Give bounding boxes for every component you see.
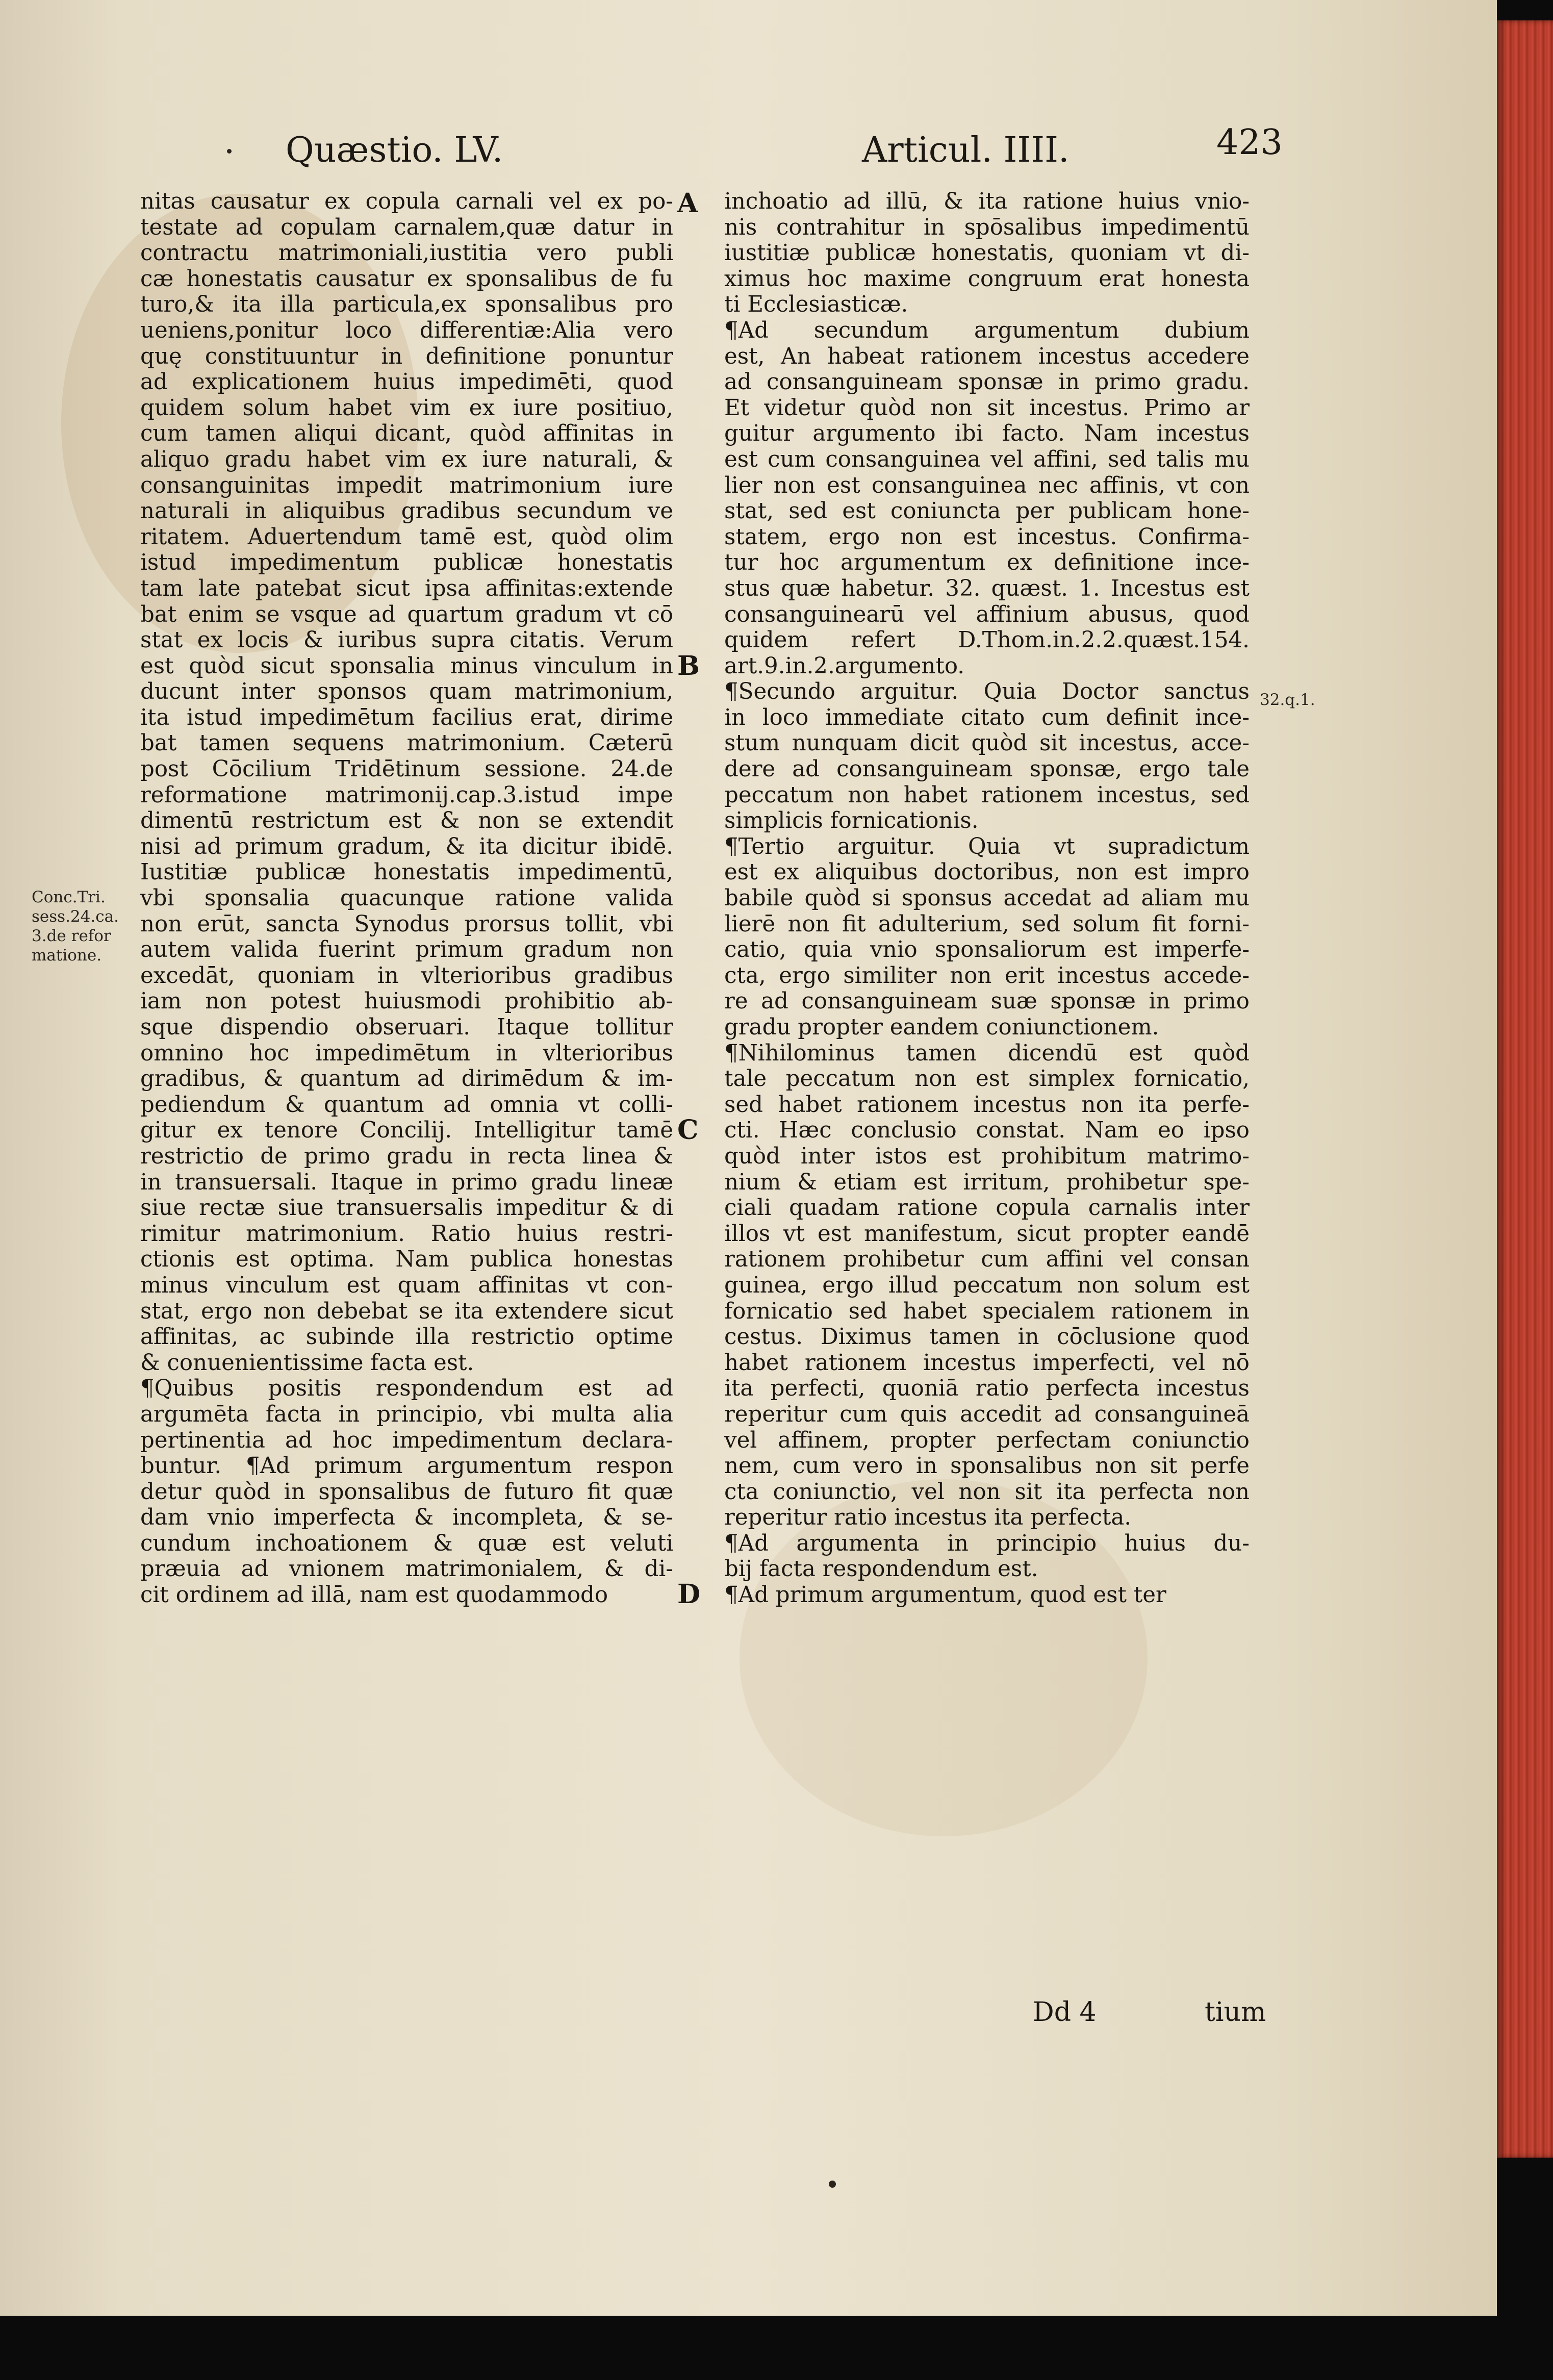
- text-line: præuia ad vnionem matrimonialem, & di-: [140, 1556, 673, 1582]
- margin-note-left: [32, 888, 119, 965]
- text-line: ¶Nihilominus tamen dicendū est quòd: [724, 1040, 1250, 1066]
- folio-number: 423: [1216, 122, 1283, 163]
- text-line: excedāt, quoniam in vlterioribus gradibus: [140, 963, 673, 989]
- text-line: cæ honestatis causatur ex sponsalibus de fu: [140, 266, 673, 292]
- text-line: est cum consanguinea vel affini, sed talis mu: [724, 446, 1250, 472]
- text-line: quidem solum habet vim ex iure positiuo,: [140, 395, 673, 421]
- text-line: tale peccatum non est simplex fornicatio,: [724, 1066, 1250, 1092]
- text-line: rimitur matrimonium. Ratio huius restri-: [140, 1221, 673, 1247]
- page-edge-red: [1497, 20, 1553, 2158]
- running-head-left: Quæstio. LV.: [286, 130, 503, 170]
- text-line: guinea, ergo illud peccatum non solum est: [724, 1272, 1250, 1298]
- text-line: cta, ergo similiter non erit incestus accede-: [724, 963, 1250, 989]
- text-line: ¶Ad secundum argumentum dubium: [724, 317, 1250, 343]
- text-line: bij facta respondendum est.: [724, 1556, 1038, 1582]
- background-shadow: [0, 2316, 1553, 2380]
- text-line: affinitas, ac subinde illa restrictio optime: [140, 1324, 673, 1350]
- text-line: quę constituuntur in definitione ponuntur: [140, 343, 673, 369]
- text-line: stat, ergo non debebat se ita extendere sicut: [140, 1298, 673, 1324]
- text-line: rationem prohibetur cum affini vel consan: [724, 1247, 1250, 1273]
- text-line: naturali in aliquibus gradibus secundum ve: [140, 498, 673, 524]
- text-line: ciali quadam ratione copula carnalis inter: [724, 1195, 1250, 1221]
- text-line: ueniens,ponitur loco differentiæ:Alia vero: [140, 317, 673, 343]
- text-line: stus quæ habetur. 32. quæst. 1. Incestus est: [724, 575, 1250, 601]
- text-line: iam non potest huiusmodi prohibitio ab-: [140, 989, 673, 1015]
- text-line: dam vnio imperfecta & incompleta, & se-: [140, 1505, 673, 1531]
- text-line: cit ordinem ad illā, nam est quodammodo: [140, 1582, 608, 1608]
- text-line: siue rectæ siue transuersalis impeditur & di: [140, 1195, 673, 1221]
- text-line: nitas causatur ex copula carnali vel ex po-: [140, 189, 673, 214]
- section-marker-c: C: [677, 1115, 699, 1146]
- text-line: Et videtur quòd non sit incestus. Primo ar: [724, 395, 1250, 421]
- text-line: cti. Hæc conclusio constat. Nam eo ipso: [724, 1118, 1250, 1144]
- text-line: reperitur ratio incestus ita perfecta.: [724, 1505, 1132, 1531]
- text-line: gradu propter eandem coniunctionem.: [724, 1015, 1159, 1040]
- text-line: omnino hoc impedimētum in vlterioribus: [140, 1040, 673, 1066]
- text-line: detur quòd in sponsalibus de futuro fit quæ: [140, 1479, 673, 1505]
- text-line: ita perfecti, quoniā ratio perfecta incestus: [724, 1376, 1250, 1402]
- text-line: est ex aliquibus doctoribus, non est impro: [724, 859, 1250, 885]
- text-line: stat, sed est coniuncta per publicam hone-: [724, 498, 1250, 524]
- text-line: quòd inter istos est prohibitum matrimo-: [724, 1143, 1250, 1169]
- text-line: ¶Ad primum argumentum, quod est ter: [724, 1582, 1166, 1608]
- text-line: stat ex locis & iuribus supra citatis. Verum: [140, 627, 673, 653]
- text-line: tam late patebat sicut ipsa affinitas:extende: [140, 575, 673, 601]
- text-line: non erūt, sancta Synodus prorsus tollit, vbi: [140, 911, 673, 937]
- text-line: est, An habeat rationem incestus accedere: [724, 343, 1250, 369]
- text-line: ¶Ad argumenta in principio huius du-: [724, 1530, 1250, 1556]
- text-line: nium & etiam est irritum, prohibetur spe-: [724, 1169, 1250, 1195]
- text-line: ad explicationem huius impedimēti, quod: [140, 369, 673, 395]
- text-line: restrictio de primo gradu in recta linea &: [140, 1143, 673, 1169]
- text-line: Iustitiæ publicæ honestatis impedimentū,: [140, 859, 673, 885]
- text-line: ctionis est optima. Nam publica honestas: [140, 1247, 673, 1273]
- text-line: est quòd sicut sponsalia minus vinculum in: [140, 653, 673, 679]
- section-marker-d: D: [677, 1579, 701, 1610]
- signature-mark: Dd 4: [1033, 1997, 1097, 2028]
- text-line: in transuersali. Itaque in primo gradu lineæ: [140, 1169, 673, 1195]
- text-line: gradibus, & quantum ad dirimēdum & im-: [140, 1066, 673, 1092]
- text-line: cundum inchoationem & quæ est veluti: [140, 1530, 673, 1556]
- text-line: sed habet rationem incestus non ita perfe-: [724, 1092, 1250, 1118]
- text-line: ducunt inter sponsos quam matrimonium,: [140, 679, 673, 705]
- text-line: dere ad consanguineam sponsæ, ergo tale: [724, 756, 1250, 782]
- text-line: dimentū restrictum est & non se extendit: [140, 808, 673, 834]
- text-line: babile quòd si sponsus accedat ad aliam mu: [724, 885, 1250, 912]
- ink-dot: [829, 2181, 836, 2188]
- text-line: bat tamen sequens matrimonium. Cæterū: [140, 730, 673, 756]
- ink-dot: [227, 149, 232, 154]
- text-line: consanguinitas impedit matrimonium iure: [140, 472, 673, 498]
- text-line: aliquo gradu habet vim ex iure naturali, &: [140, 446, 673, 472]
- text-line: testate ad copulam carnalem,quæ datur in: [140, 214, 673, 240]
- text-line: post Cōcilium Tridētinum sessione. 24.de: [140, 756, 673, 782]
- text-line: vbi sponsalia quacunque ratione valida: [140, 885, 673, 912]
- running-head-right: Articul. IIII.: [862, 130, 1070, 170]
- text-line: consanguinearū vel affinium abusus, quod: [724, 601, 1250, 627]
- text-line: & conuenientissime facta est.: [140, 1350, 474, 1376]
- text-line: ¶Quibus positis respondendum est ad: [140, 1376, 673, 1402]
- text-line: habet rationem incestus imperfecti, vel nō: [724, 1350, 1250, 1376]
- text-line: fornicatio sed habet specialem rationem in: [724, 1298, 1250, 1324]
- text-line: bat enim se vsque ad quartum gradum vt cō: [140, 601, 673, 627]
- text-line: cum tamen aliqui dicant, quòd affinitas in: [140, 421, 673, 447]
- section-marker-a: A: [677, 188, 698, 219]
- text-line: ¶Tertio arguitur. Quia vt supradictum: [724, 833, 1250, 859]
- text-line: iustitiæ publicæ honestatis, quoniam vt di-: [724, 240, 1250, 266]
- text-column-left: [140, 189, 673, 1608]
- text-line: ritatem. Aduertendum tamē est, quòd olim: [140, 524, 673, 550]
- text-line: ti Ecclesiasticæ.: [724, 292, 908, 318]
- text-line: gitur ex tenore Concilij. Intelligitur tamē: [140, 1118, 673, 1144]
- margin-note-line: 3.de refor: [32, 927, 111, 945]
- margin-note-line: matione.: [32, 946, 102, 965]
- text-line: cta coniunctio, vel non sit ita perfecta non: [724, 1479, 1250, 1505]
- text-line: nisi ad primum gradum, & ita dicitur ibidē.: [140, 833, 673, 859]
- text-line: catio, quia vnio sponsaliorum est imperfe-: [724, 937, 1250, 963]
- catchword: tium: [1205, 1997, 1266, 2028]
- text-line: contractu matrimoniali,iustitia vero publi: [140, 240, 673, 266]
- margin-note-right: 32.q.1.: [1260, 691, 1315, 709]
- text-line: reperitur cum quis accedit ad consanguineā: [724, 1401, 1250, 1427]
- text-line: re ad consanguineam suæ sponsæ in primo: [724, 989, 1250, 1015]
- margin-note-line: Conc.Tri.: [32, 888, 106, 906]
- text-column-right: [724, 189, 1250, 1608]
- text-line: simplicis fornicationis.: [724, 808, 979, 834]
- text-line: ita istud impedimētum facilius erat, dirime: [140, 704, 673, 730]
- text-line: sque dispendio obseruari. Itaque tollitur: [140, 1015, 673, 1040]
- text-line: pertinentia ad hoc impedimentum declara-: [140, 1427, 673, 1453]
- text-line: statem, ergo non est incestus. Confirma-: [724, 524, 1250, 550]
- text-line: ¶Secundo arguitur. Quia Doctor sanctus: [724, 679, 1250, 705]
- text-line: reformatione matrimonij.cap.3.istud impe: [140, 782, 673, 808]
- text-line: peccatum non habet rationem incestus, sed: [724, 782, 1250, 808]
- margin-note-line: sess.24.ca.: [32, 907, 119, 926]
- text-line: argumēta facta in principio, vbi multa alia: [140, 1401, 673, 1427]
- text-line: minus vinculum est quam affinitas vt con-: [140, 1272, 673, 1298]
- text-line: autem valida fuerint primum gradum non: [140, 937, 673, 963]
- text-line: in loco immediate citato cum definit ince-: [724, 704, 1250, 730]
- text-line: turo,& ita illa particula,ex sponsalibus pro: [140, 292, 673, 318]
- text-line: istud impedimentum publicæ honestatis: [140, 550, 673, 576]
- text-line: lierē non fit adulterium, sed solum fit forni-: [724, 911, 1250, 937]
- text-line: pediendum & quantum ad omnia vt colli-: [140, 1092, 673, 1118]
- text-line: ximus hoc maxime congruum erat honesta: [724, 266, 1250, 292]
- text-line: cestus. Diximus tamen in cōclusione quod: [724, 1324, 1250, 1350]
- text-line: art.9.in.2.argumento.: [724, 653, 965, 679]
- text-line: guitur argumento ibi facto. Nam incestus: [724, 421, 1250, 447]
- text-line: inchoatio ad illū, & ita ratione huius vnio-: [724, 189, 1250, 214]
- text-line: quidem refert D.Thom.in.2.2.quæst.154.: [724, 627, 1250, 653]
- text-line: illos vt est manifestum, sicut propter eandē: [724, 1221, 1250, 1247]
- section-marker-b: B: [677, 650, 700, 681]
- text-line: ad consanguineam sponsæ in primo gradu.: [724, 369, 1250, 395]
- text-line: lier non est consanguinea nec affinis, vt con: [724, 472, 1250, 498]
- text-line: stum nunquam dicit quòd sit incestus, acce-: [724, 730, 1250, 756]
- text-line: buntur. ¶Ad primum argumentum respon: [140, 1453, 673, 1479]
- text-line: tur hoc argumentum ex definitione ince-: [724, 550, 1250, 576]
- text-line: nis contrahitur in spōsalibus impedimentū: [724, 214, 1250, 240]
- text-line: vel affinem, propter perfectam coniunctio: [724, 1427, 1250, 1453]
- text-line: nem, cum vero in sponsalibus non sit perfe: [724, 1453, 1250, 1479]
